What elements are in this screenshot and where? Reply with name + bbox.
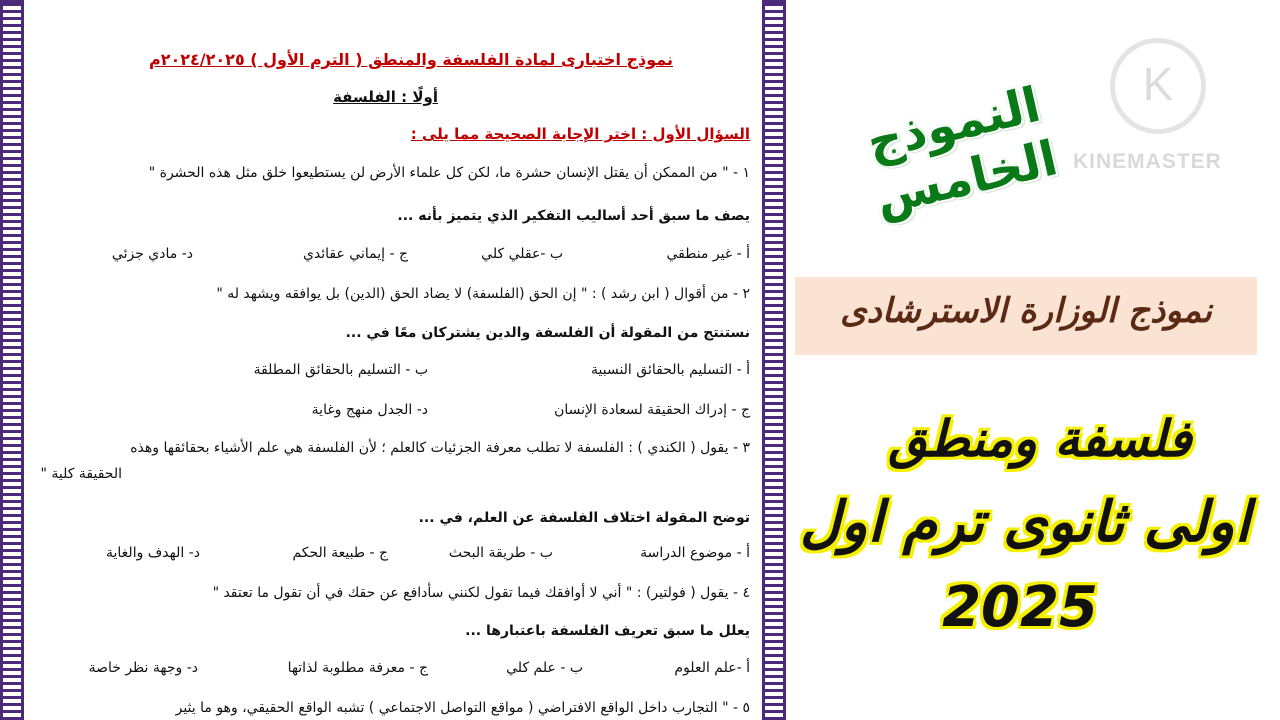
- model-title: النموذج الخامس: [861, 76, 1063, 227]
- question-header: السؤال الأول : اختر الإجابة الصحيحة مما يلى :: [410, 125, 750, 143]
- item-3-option-d: د- الهدف والغاية: [106, 545, 200, 561]
- item-1-prompt: يصف ما سبق أحد أساليب التفكير الذي يتميز بأنه ...: [397, 208, 750, 224]
- kinemaster-logo-icon: [1110, 38, 1206, 134]
- ministry-label: نموذج الوزارة الاسترشادى: [840, 291, 1212, 331]
- item-2-option-d: د- الجدل منهج وغاية: [311, 402, 428, 418]
- item-2-option-b: ب - التسليم بالحقائق المطلقة: [253, 362, 428, 378]
- page-border-right: [762, 0, 786, 720]
- item-1-statement: ١ - " من الممكن أن يقتل الإنسان حشرة ما، لكن كل علماء الأرض لن يستطيعوا خلق مثل هذه الحشرة ": [148, 165, 750, 181]
- item-4-option-c: ج - معرفة مطلوبة لذاتها: [287, 660, 428, 676]
- item-2-option-c: ج - إدراك الحقيقة لسعادة الإنسان: [554, 402, 750, 418]
- exam-title: نموذج اختبارى لمادة الفلسفة والمنطق ( الترم الأول ) ٢٠٢٤/٢٠٢٥م: [149, 50, 673, 69]
- item-3-prompt: توضح المقولة اختلاف الفلسفة عن العلم، في ...: [418, 510, 750, 526]
- kinemaster-watermark: KINEMASTER: [1073, 150, 1222, 173]
- item-4-statement: ٤ - يقول ( فولتير) : " أني لا أوافقك فيما تقول لكنني سأدافع عن حقك في أن تقول ما تعتقد ": [212, 585, 750, 601]
- subject-title: فلسفة ومنطق: [888, 410, 1192, 468]
- ministry-banner: [795, 277, 1257, 355]
- item-2-statement: ٢ - من أقوال ( ابن رشد ) : " إن الحق (الفلسفة) لا يضاد الحق (الدين) بل يوافقه ويشهد له ": [216, 286, 750, 302]
- item-3-option-c: ج - طبيعة الحكم: [292, 545, 388, 561]
- item-3-statement: ٣ - يقول ( الكندي ) : الفلسفة لا تطلب معرفة الجزئيات كالعلم ؛ لأن الفلسفة هي علم الأشياء بحقائقها وهذه: [130, 440, 750, 456]
- item-1-option-b: ب -عقلي كلي: [481, 246, 563, 262]
- kinemaster-k-letter: K: [1142, 58, 1174, 110]
- item-4-option-b: ب - علم كلي: [506, 660, 583, 676]
- item-2-prompt: نستنتج من المقولة أن الفلسفة والدين يشتركان معًا في ...: [345, 325, 750, 341]
- item-1-option-c: ج - إيماني عقائدي: [302, 246, 408, 262]
- grade-title: اولى ثانوى ترم اول: [799, 490, 1251, 555]
- item-3-option-a: أ - موضوع الدراسة: [640, 545, 750, 561]
- page-border-left: [0, 0, 24, 720]
- item-4-option-d: د- وجهة نظر خاصة: [88, 660, 198, 676]
- item-3-option-b: ب - طريقة البحث: [448, 545, 553, 561]
- item-3-statement-cont: الحقيقة كلية ": [40, 466, 122, 482]
- exam-sheet: [30, 0, 758, 720]
- item-4-prompt: يعلل ما سبق تعريف الفلسفة باعتبارها ...: [465, 623, 750, 639]
- item-4-option-a: أ -علم العلوم: [674, 660, 750, 676]
- year-title: 2025: [942, 575, 1098, 640]
- item-1-option-d: د- مادي جزئي: [111, 246, 193, 262]
- section-heading: أولًا : الفلسفة: [333, 88, 438, 106]
- item-1-option-a: أ - غير منطقي: [666, 246, 750, 262]
- item-2-option-a: أ - التسليم بالحقائق النسبية: [591, 362, 750, 378]
- item-5-statement: ٥ - " التجارب داخل الواقع الافتراضي ( مواقع التواصل الاجتماعي ) تشبه الواقع الحقيقي، وهو ما يثير: [175, 700, 750, 716]
